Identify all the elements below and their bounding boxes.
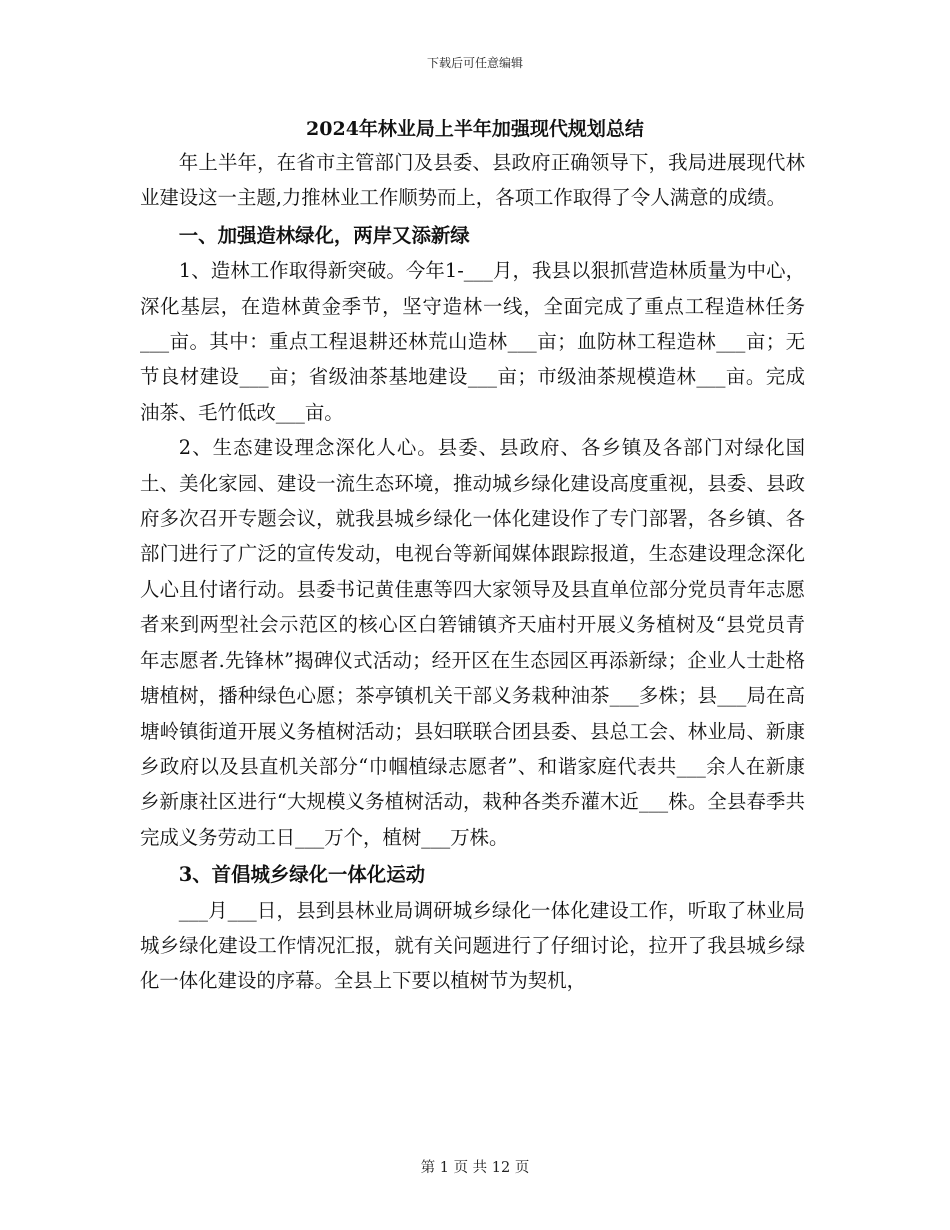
paragraph-ecology: 2、生态建设理念深化人心。县委、县政府、各乡镇及各部门对绿化国土、美化家园、建设一流生态环境，推动城乡绿化建设高度重视，县委、县政府多次召开专题会议，就我县城乡绿化一体化建设作了专门部署，各乡镇、各部门进行了广泛的宣传发动，电视台等新闻媒体跟踪报道，生态建设理念深化人心且付诸行动。县委书记黄佳惠等四大家领导及县直单位部分党员青年志愿者来到两型社会示范区的核心区白箬铺镇齐天庙村开展义务植树及“县党员青年志愿者.先锋林”揭碑仪式活动；经开区在生态园区再添新绿；企业人士赴格塘植树，播种绿色心愿；茶亭镇机关干部义务栽种油茶___多株；县___局在高塘岭镇街道开展义务植树活动；县妇联联合团县委、县总工会、林业局、新康乡政府以及县直机关部分“巾帼植绿志愿者”、和谐家庭代表共___余人在新康乡新康社区进行“大规模义务植树活动，栽种各类乔灌木近___株。全县春季共完成义务劳动工日___万个，植树___万株。 [140,436,805,849]
document-title: 2024年林业局上半年加强现代规划总结 [306,118,644,140]
paragraph-urban-rural-greening: ___月___日，县到县林业局调研城乡绿化一体化建设工作，听取了林业局城乡绿化建设工作情况汇报，就有关问题进行了仔细讨论，拉开了我县城乡绿化一体化建设的序幕。全县上下要以植树节为契机， [140,898,805,993]
section-heading-3: 3、首倡城乡绿化一体化运动 [178,863,425,887]
intro-paragraph: 年上半年，在省市主管部门及县委、县政府正确领导下，我局进展现代林业建设这一主题,力推林业工作顺势而上，各项工作取得了令人满意的成绩。 [140,151,805,210]
paragraph-afforestation: 1、造林工作取得新突破。今年1-___月，我县以狠抓营造林质量为中心，深化基层，在造林黄金季节，坚守造林一线，全面完成了重点工程造林任务___亩。其中：重点工程退耕还林荒山造林___亩；血防林工程造林___亩；无节良材建设___亩；省级油茶基地建设___亩；市级油茶规模造林___亩。完成油茶、毛竹低改___亩。 [140,259,805,424]
document-body [140,145,805,999]
page-footer: 第 1 页 共 12 页 [420,1160,530,1176]
page-header-note: 下载后可任意编辑 [426,56,523,70]
section-heading-1: 一、加强造林绿化，两岸又添新绿 [178,223,470,247]
